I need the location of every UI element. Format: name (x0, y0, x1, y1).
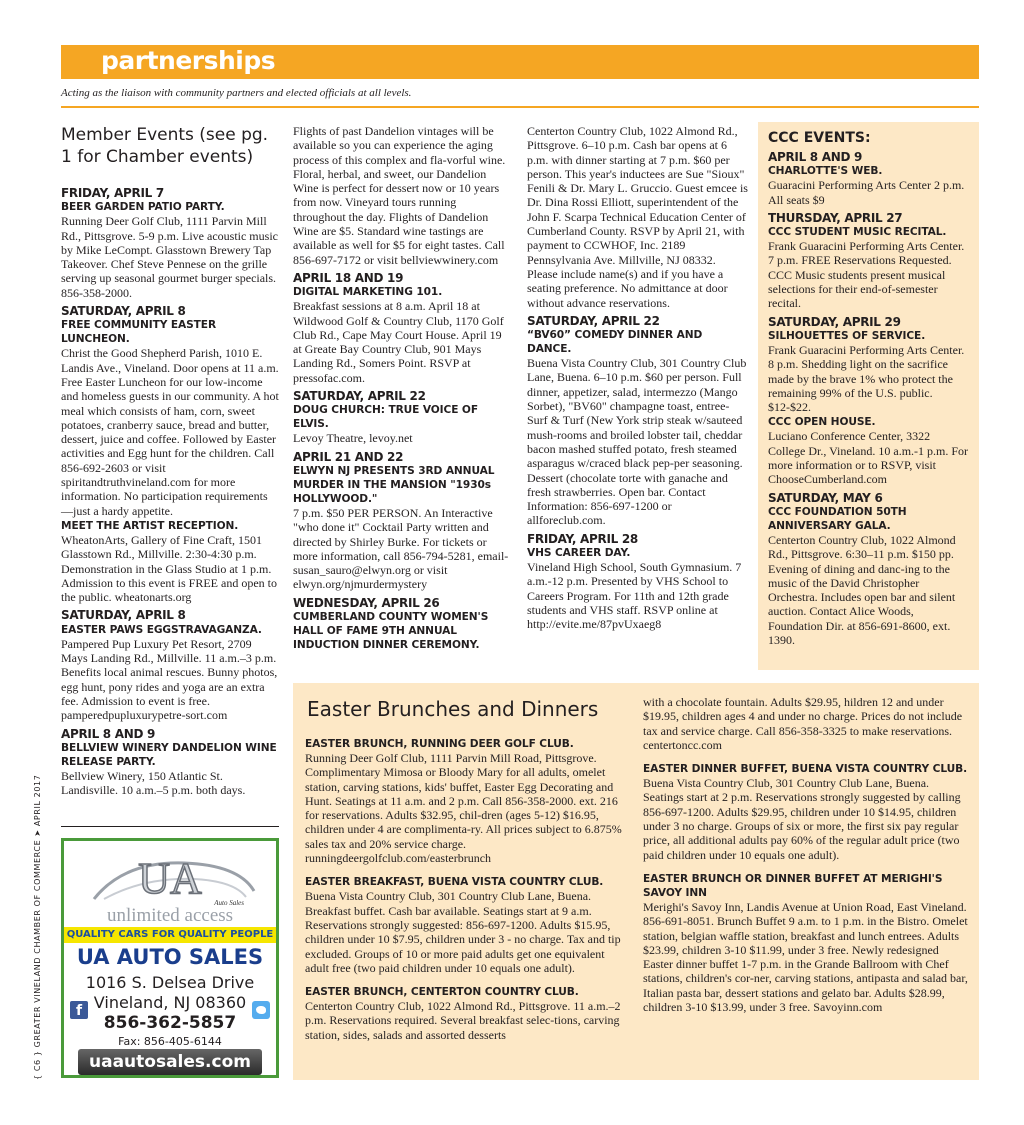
event-title: FREE COMMUNITY EASTER LUNCHEON. (61, 319, 217, 346)
event-title: CCC FOUNDATION 50TH ANNIVERSARY GALA. (768, 505, 907, 532)
event-description: Merighi's Savoy Inn, Landis Avenue at Union Road, East Vineland. 856-691-8051. Brunch Buffet 9 a.m. to 1 p.m. in the Bistro. Omelet station, belgian waffle station, breakfast and lunch entrees. Adults $23.99, children 3-10 $11.99, under 3 free. Newly redesigned Easter dinner buffet 1-7 p.m. in the Grande Ballroom with Chef stations, children's cor-ner, carving stations, antipasta and salad bar, Italian pasta bar, dessert stations and gelato bar. Adults $28.99, children 3-10 $13.99, under 3 free. Savoyinn.com (643, 899, 968, 1015)
event-date: SATURDAY, APRIL 8 (61, 304, 186, 319)
event-date: SATURDAY, APRIL 8 (61, 608, 186, 623)
ad-website-link[interactable]: uaautosales.com (78, 1049, 262, 1075)
event-description: Buena Vista Country Club, 301 Country Club Lane, Buena. Seatings start at 2 p.m. Reservations strongly suggested by calling 856-697-1200. Adults $29.95, children under 10 $14.95, children under 3 no charge. Groups of six or more, the first six pay regular price, all additional adults pay 60% of the regular adult price (two paid children under 10 equals one adult). (643, 776, 961, 862)
ad-business-name: UA AUTO SALES (76, 945, 264, 969)
event-description: Breakfast sessions at 8 a.m. April 18 at Wildwood Golf & Country Club, 1170 Golf Club Rd., Cape May Court House. April 19 at Greate Bay Country Club, 901 Mays Landing Rd., Somers Point. RSVP at pressofac.com. (293, 299, 504, 385)
divider (61, 826, 279, 827)
event-title: CCC OPEN HOUSE. (768, 416, 876, 429)
event-date: THURSDAY, APRIL 27 (768, 210, 903, 225)
event-description: WheatonArts, Gallery of Fine Craft, 1501 Glasstown Rd., Millville. 2:30-4:30 p.m. Demonstration in the Glass Studio at 1 p.m. Admission to this event is FREE and open to the public. wheatonarts.org (61, 532, 277, 605)
member-events-heading: Member Events (see pg. 1 for Chamber events) (61, 125, 269, 167)
event-date: WEDNESDAY, APRIL 26 (293, 595, 440, 610)
events-column-1 (61, 182, 279, 798)
event-date: FRIDAY, APRIL 28 (527, 531, 638, 546)
page-footer-vertical: { C6 } GREATER VINELAND CHAMBER OF COMMERCE ➤ APRIL 2017 (33, 774, 42, 1080)
event-description: Centerton Country Club, 1022 Almond Rd., Pittsgrove. 6–10 p.m. Cash bar opens at 6 p.m. with dinner starting at 7 p.m. $60 per person. This year's inductees are Sue "Sioux" Fenili & Dr. Mary L. Gruccio. Guest emcee is Dr. Dina Rossi Elliott, superintendent of the John F. Scarpa Technical Education Center of Cumberland County. RSVP by April 21, with payment to CCWHOF, Inc. 2189 Pennsylvania Ave. Millville, NJ 08332. Please include name(s) and if you have a seating preference. No admittance at door without advance reservations. (527, 124, 748, 310)
event-title: EASTER BRUNCH OR DINNER BUFFET AT MERIGHI'S SAVOY INN (643, 872, 943, 899)
ua-auto-sales-ad[interactable] (61, 838, 279, 1078)
event-description: Centerton Country Club, 1022 Almond Rd., Pittsgrove. 11 a.m.–2 p.m. Reservations required. Several breakfast selec-tions, carving station, sides, salads and assorted desserts (305, 999, 621, 1042)
event-title: SILHOUETTES OF SERVICE. (768, 329, 926, 342)
event-title: EASTER PAWS EGGSTRAVAGANZA. (61, 623, 262, 636)
event-title: BELLVIEW WINERY DANDELION WINE RELEASE PARTY. (61, 741, 277, 768)
logo-letters: UA (138, 854, 202, 903)
logo-subtext: Auto Sales (214, 899, 244, 907)
event-title: CHARLOTTE'S WEB. (768, 165, 883, 178)
ad-address-line-1: 1016 S. Delsea Drive (85, 973, 255, 992)
event-description: Running Deer Golf Club, 1111 Parvin Mill Rd., Pittsgrove. 5-9 p.m. Live acoustic music by Mike LeCompt. Glasstown Brewery Tap Takeover. Chef Steve Pennese on the grille serving up seasonal gourmet burger specials. 856-358-2000. (61, 214, 278, 300)
event-title: ELWYN NJ PRESENTS 3RD ANNUAL MURDER IN THE MANSION "1930s HOLLYWOOD." (293, 464, 495, 505)
page-title: partnerships (101, 46, 276, 75)
easter-column-1 (305, 737, 627, 1043)
event-description: 7 p.m. $50 PER PERSON. An Interactive "who done it" Cocktail Party written and directed by Shirley Burke. For tickets or more information, call 856-794-5281, email-susan_sauro@elwyn.org or visit elwyn.org/njmurdermystery (293, 505, 509, 592)
ad-slogan: QUALITY CARS FOR QUALITY PEOPLE (64, 927, 276, 943)
event-date: APRIL 21 AND 22 (293, 449, 404, 464)
event-description: Running Deer Golf Club, 1111 Parvin Mill Road, Pittsgrove. Complimentary Mimosa or Bloody Mary for all adults, omelet station, carving stations, kids' buffet, Easter Egg Decorating and Hunt. Seatings at 11 a.m. and 2 p.m. Call 856-358-2000. ext. 216 for reservations. Adults $32.95, chil-dren (ages 5-12) $16.95, children under 4 are complimenta-ry. All prices subject to 6.875% sales tax and 20% service charge. runningdeergolfclub.com/easterbrunch (305, 751, 622, 866)
event-date: APRIL 18 AND 19 (293, 270, 404, 285)
event-description: Frank Guaracini Performing Arts Center. 7 p.m. FREE Reservations Requested. CCC Music students present musical selections for their end-of-semester recital. (768, 239, 965, 311)
event-description: Frank Guaracini Performing Arts Center. 8 p.m. Shedding light on the sacrifice made by the brave 1% who protect the remaining 99% of the U.S. public. $12-$22. (768, 342, 965, 415)
event-title: DIGITAL MARKETING 101. (293, 286, 443, 299)
event-title: EASTER BRUNCH, CENTERTON COUNTRY CLUB. (305, 986, 579, 999)
ua-logo (64, 841, 276, 927)
event-date: APRIL 8 AND 9 (768, 150, 863, 164)
event-description: Luciano Conference Center, 3322 College Dr., Vineland. 10 a.m.-1 p.m. For more information or to RSVP, visit ChooseCumberland.com (768, 429, 969, 487)
easter-column-2 (643, 695, 971, 1015)
section-tagline: Acting as the liaison with community partners and elected officials at all levels. (61, 87, 412, 99)
events-column-2 (293, 124, 511, 652)
easter-title: Easter Brunches and Dinners (307, 697, 599, 721)
event-date: SATURDAY, APRIL 29 (768, 314, 901, 329)
easter-brunches-box (293, 683, 979, 1080)
event-date: FRIDAY, APRIL 7 (61, 186, 164, 200)
event-title: “BV60” COMEDY DINNER AND DANCE. (527, 329, 703, 356)
event-title: EASTER BRUNCH, RUNNING DEER GOLF CLUB. (305, 738, 574, 750)
event-date: SATURDAY, APRIL 22 (527, 313, 660, 328)
event-title: CUMBERLAND COUNTY WOMEN'S HALL OF FAME 9TH ANNUAL INDUCTION DINNER CEREMONY. (293, 611, 489, 652)
ccc-events-list (768, 150, 969, 647)
ccc-events-title: CCC EVENTS: (768, 130, 871, 146)
event-description: Buena Vista Country Club, 301 Country Club Lane, Buena. Breakfast buffet. Cash bar available. Seatings start at 9 a.m. Reservations strongly suggested: 856-697-1200. Adults $15.95, children under 10 $7.95, children under 3 - no charge. Tax and tip excluded. Groups of 10 or more paid adults get one equivalent adult free (two paid children under 10 equals one adult). (305, 889, 621, 975)
events-column-3 (527, 124, 749, 633)
event-description: Pampered Pup Luxury Pet Resort, 2709 Mays Landing Rd., Millville. 11 a.m.–3 p.m. Benefits local animal rescues. Bunny photos, egg hunt, pony rides and yoga are an extra fee. Admission to event is free. pamperedpupluxurypetre-sort.com (61, 636, 278, 723)
event-title: BEER GARDEN PATIO PARTY. (61, 201, 225, 214)
section-banner (61, 45, 979, 79)
event-description: Guaracini Performing Arts Center 2 p.m. All seats $9 (768, 178, 965, 207)
event-title: MEET THE ARTIST RECEPTION. (61, 519, 239, 532)
event-description: Flights of past Dandelion vintages will be available so you can experience the aging process of this complex and fla-vorful wine. Floral, herbal, and sweet, our Dandelion Wine is perfect for dessert now or 10 years from now. Vineyard tours running throughout the day. Flights of Dandelion Wine are $5. Standard wine tastings are available as well for $5 for eight tastes. Call 856-697-7172 or visit bellviewwinery.com (293, 124, 506, 267)
event-description: Christ the Good Shepherd Parish, 1010 E. Landis Ave., Vineland. Door opens at 11 a.m. Free Easter Luncheon for our low-income and homeless guests in our community. A hot meal which consists of ham, corn, sweet potatoes, cranberry sauce, bread and butter, dessert, juice and coffee. Followed by Easter activities and Egg hunt for the children. Call 856-692-2603 or visit spiritandtruthvineland.com for more information. No participation requirements—just a hardy appetite. (61, 346, 279, 518)
event-title: EASTER BREAKFAST, BUENA VISTA COUNTRY CLUB. (305, 876, 604, 889)
ad-address-line-2: Vineland, NJ 08360 (93, 993, 247, 1012)
event-description: Levoy Theatre, levoy.net (293, 431, 413, 446)
ccc-events-box (758, 122, 979, 670)
event-title: VHS CAREER DAY. (527, 547, 631, 560)
event-title: DOUG CHURCH: TRUE VOICE OF ELVIS. (293, 404, 478, 431)
event-description: Vineland High School, South Gymnasium. 7 a.m.-12 p.m. Presented by VHS School to Careers Program. For 11th and 12th grade students and VHS staff. RSVP online at http://evite.me/87pvUxaeg8 (527, 560, 742, 632)
event-description: with a chocolate fountain. Adults $29.95, hildren 12 and under $19.95, children ages 4 and under no charge. Prices do not include tax and service charge. Call 856-358-3325 to make reservations. centertoncc.com (643, 695, 963, 752)
event-title: EASTER DINNER BUFFET, BUENA VISTA COUNTRY CLUB. (643, 763, 968, 776)
ad-fax: Fax: 856-405-6144 (118, 1035, 222, 1048)
ad-phone[interactable]: 856-362-5857 (103, 1013, 237, 1033)
event-description: Buena Vista Country Club, 301 Country Club Lane, Buena. 6–10 p.m. $60 per person. Full dinner, appetizer, salad, intermezzo (Mango Sorbet), "BV60" champagne toast, entree-Surf & Turf (New York strip steak w/sauteed mush-rooms and broiled lobster tail, cheddar bacon mashed stuffed potato, fresh steamed asparagus w/craced black pep-per seasoning. Dessert (chocolate torte with ganache and fresh strawberries. Open bar. Contact Information: 856-697-1200 or allforeclub.com. (527, 356, 747, 528)
event-description: Bellview Winery, 150 Atlantic St. Landisville. 10 a.m.–5 p.m. both days. (61, 768, 246, 798)
event-title: CCC STUDENT MUSIC RECITAL. (768, 226, 947, 239)
logo-wordmark: unlimited access (106, 905, 234, 926)
event-description: Centerton Country Club, 1022 Almond Rd., Pittsgrove. 6:30–11 p.m. $150 pp. Evening of dining and danc-ing to the music of the David Christopher Orchestra. Includes open bar and silent auction. Contact Alice Woods, Foundation Dir. at 856-691-8600, ext. 1390. (768, 532, 956, 648)
event-date: SATURDAY, APRIL 22 (293, 389, 426, 404)
facebook-icon[interactable]: f (70, 1001, 88, 1019)
event-date: SATURDAY, MAY 6 (768, 490, 883, 505)
divider (61, 106, 979, 108)
event-date: APRIL 8 AND 9 (61, 726, 156, 741)
